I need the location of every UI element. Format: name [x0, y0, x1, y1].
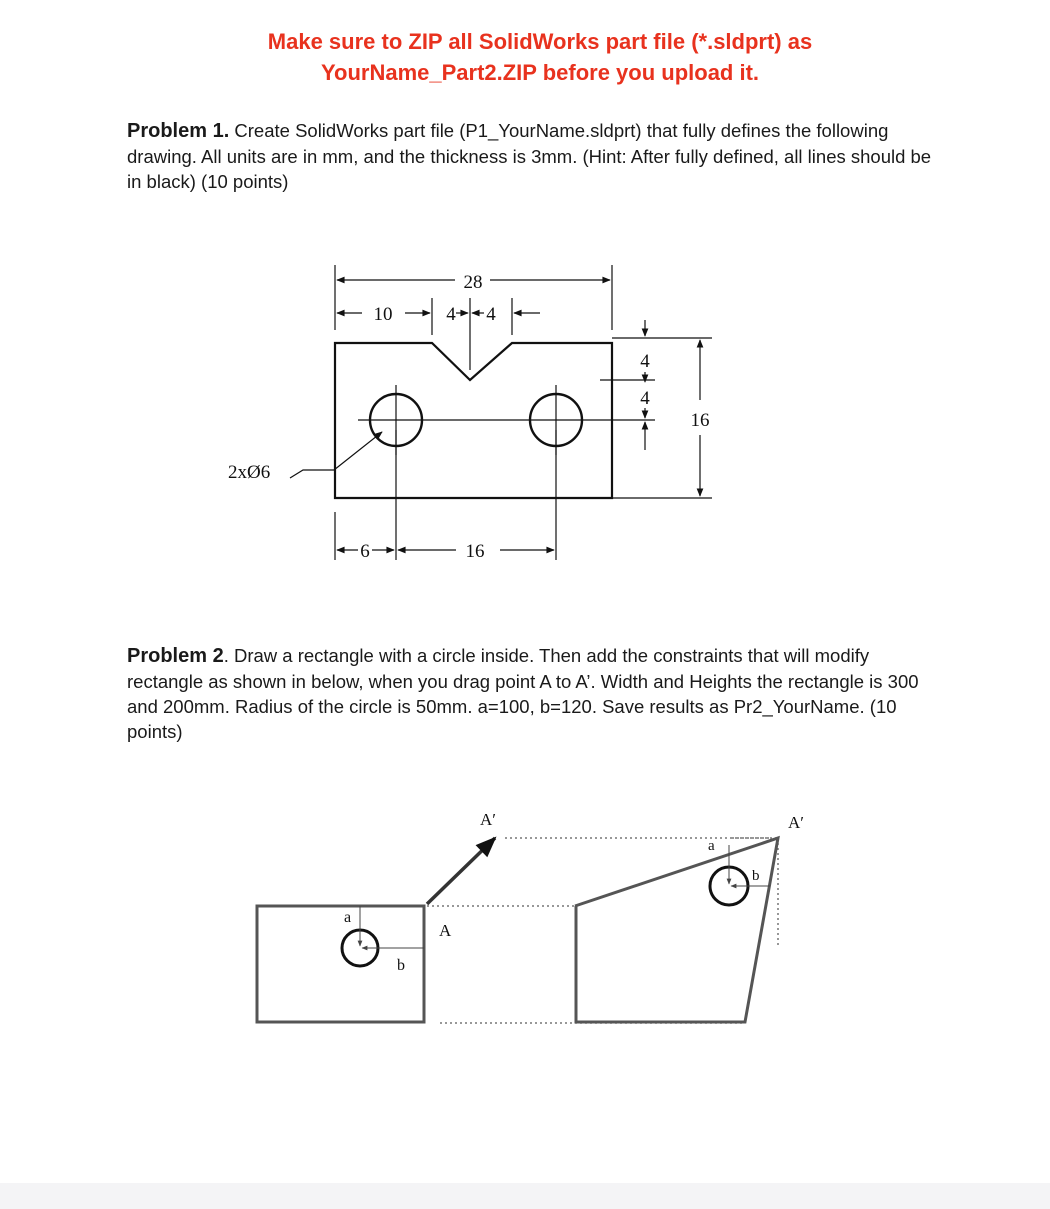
dim-28: 28: [463, 272, 483, 293]
problem-1-label: Problem 1.: [127, 120, 230, 142]
dim-hole: 2xØ6: [228, 462, 271, 483]
dim-4c: 4: [640, 351, 650, 372]
dim-6: 6: [360, 541, 370, 562]
label-a-left: a: [344, 909, 352, 926]
label-b-left: b: [397, 957, 405, 974]
problem-2-drawing: [0, 780, 1050, 1060]
dim-16-right: 16: [690, 410, 710, 431]
dim-4a: 4: [446, 304, 456, 325]
dim-16-bottom: 16: [465, 541, 485, 562]
problem-2-label: Problem 2: [127, 645, 224, 667]
notice-line-2: YourName_Part2.ZIP before you upload it.: [320, 60, 760, 85]
label-Aprime-mid: A′: [480, 810, 496, 829]
label-b-right: b: [752, 868, 760, 884]
label-Aprime-right: A′: [788, 813, 804, 832]
notice-line-1: Make sure to ZIP all SolidWorks part file (*.sldprt) as: [267, 29, 813, 54]
problem-1-body: Create SolidWorks part file (P1_YourName.sldprt) that fully defines the following drawing. All units are in mm, and the thickness is 3mm. (Hint: After fully defined, all lines should be in black) (10 points): [127, 120, 932, 192]
label-A: A: [439, 921, 452, 940]
problem-2-body: . Draw a rectangle with a circle inside. Then add the constraints that will modify rectangle as shown in below, when you drag point A to A’. Width and Heights the rectangle is 300 and 200mm. Radius of the circle is 50mm. a=100, b=120. Save results as Pr2_YourName. (10 points): [127, 645, 919, 742]
footer-strip: [0, 1183, 1050, 1209]
dim-4b: 4: [486, 304, 496, 325]
dim-10: 10: [373, 304, 393, 325]
label-a-right: a: [708, 838, 715, 854]
quadrilateral-modified: [575, 838, 778, 1022]
problem-2-text: [127, 643, 947, 744]
dim-4d: 4: [640, 388, 650, 409]
